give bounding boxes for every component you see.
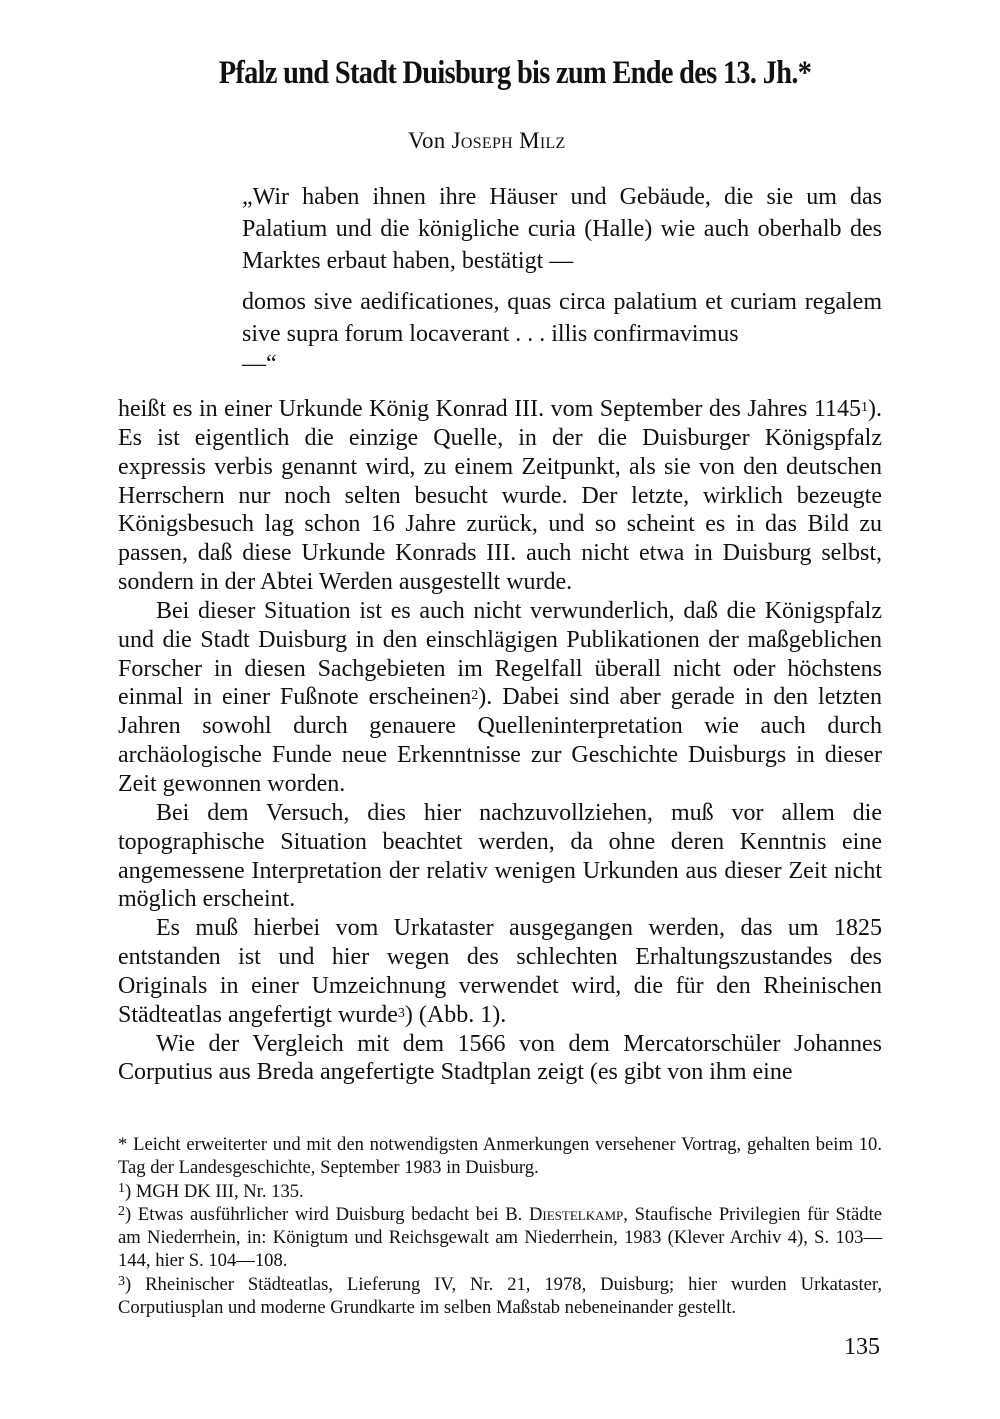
- body-paragraph-1: [118, 395, 882, 597]
- body-paragraph-5: Wie der Vergleich mit dem 1566 von dem Mercatorschüler Johannes Corputius aus Breda angefertigte Stadtplan zeigt (es gibt von ihm eine: [118, 1030, 882, 1086]
- body-text-run: ). Es ist eigentlich die einzige Quelle, in der die Duisburger Königspfalz expressis verbis genannt wird, zu einem Zeitpunkt, als sie von den deutschen Herrschern nur noch selten besucht wurde. Der letzte, wirklich bezeugte Königsbesuch lag schon 16 Jahre zurück, und so scheint es in das Bild zu passen, daß diese Urkunde Konrads III. auch nicht etwa in Duisburg selbst, sondern in der Abtei Werden ausgestellt wurde.: [118, 396, 882, 596]
- body-text-run: Es muß hierbei vom Urkataster ausgegangen werden, das um 1825 entstanden ist und hier wegen des schlechten Erhaltungszustandes des Originals in einer Umzeichnung verwendet wird, die für den Rheinischen Städteatlas angefertigt wurde: [118, 915, 882, 1028]
- body-paragraph-3: Bei dem Versuch, dies hier nachzuvollziehen, muß vor allem die topographische Situation beachtet werden, da ohne deren Kenntnis eine angemessene Interpretation der relativ wenigen Urkunden aus dieser Zeit nicht möglich erscheint.: [118, 799, 882, 913]
- footnote-ref-2: 2: [471, 688, 479, 704]
- body-text-run: Bei dieser Situation ist es auch nicht verwunderlich, daß die Königspfalz und die Stadt Duisburg in den einschlägigen Publikationen der maßgeblichen Forscher in diesen Sachgebieten im Regelfall überall nicht oder höchstens einmal in einer Fußnote erscheinen: [118, 597, 882, 711]
- body-text-run: ). Dabei sind aber gerade in den letzten Jahren sowohl durch genauere Quelleninterpretation wie auch durch archäologische Funde neue Erkenntnisse zur Geschichte Duisburgs in dieser Zeit gewonnen worden.: [118, 684, 882, 797]
- article-title: Pfalz und Stadt Duisburg bis zum Ende des 13. Jh.*: [218, 55, 812, 91]
- footnote-3-mark: 3: [118, 1273, 125, 1289]
- quote-latin: domos sive aedificationes, quas circa palatium et curiam regalem sive supra forum locaverant . . . illis confirmavimus: [242, 289, 882, 347]
- author-line: [408, 128, 566, 154]
- footnote-3-text: ) Rheinischer Städteatlas, Lieferung IV, Nr. 21, 1978, Duisburg; hier wurden Urkataster, Corputiusplan und moderne Grundkarte im selben Maßstab nebeneinander gestellt.: [118, 1273, 882, 1319]
- body-text-run: heißt es in einer Urkunde König Konrad III. vom September des Jahres 1145: [118, 396, 861, 422]
- quote-german: „Wir haben ihnen ihre Häuser und Gebäude, die sie um das Palatium und die königliche curia (Halle) wie auch oberhalb des Marktes erbaut haben, bestätigt —: [242, 184, 882, 274]
- quote-latin-block: [242, 286, 882, 380]
- body-paragraph-4: [118, 914, 882, 1029]
- footnotes: [118, 1133, 882, 1319]
- footnote-2: [118, 1203, 882, 1273]
- quote-latin-end: —“: [242, 351, 277, 377]
- footnote-2-author: Diestelkamp: [528, 1203, 624, 1225]
- footnote-2-mark: 2: [118, 1203, 125, 1219]
- footnote-2-text: ) Etwas ausführlicher wird Duisburg bedacht bei B.: [125, 1203, 529, 1225]
- body-paragraph-2: [118, 597, 882, 799]
- body-text: [118, 395, 882, 1087]
- footnote-ref-1: 1: [861, 400, 868, 415]
- footnote-ref-3: 3: [397, 1005, 405, 1021]
- footnote-1-text: ) MGH DK III, Nr. 135.: [125, 1180, 304, 1202]
- footnote-1-mark: 1: [118, 1180, 125, 1196]
- footnote-1: [118, 1180, 882, 1203]
- author-prefix: Von: [408, 128, 446, 153]
- author-name: Joseph Milz: [451, 128, 566, 153]
- footnote-2-text-rest: , Staufische Privilegien für Städte am Niederrhein, in: Königtum und Reichsgewalt am Niederrhein, 1983 (Klever Archiv 4), S. 103—144, hier S. 104—108.: [118, 1203, 882, 1272]
- footnote-star: * Leicht erweiterter und mit den notwendigsten Anmerkungen versehener Vortrag, gehalten beim 10. Tag der Landesgeschichte, September 1983 in Duisburg.: [118, 1134, 882, 1179]
- body-text-run: ) (Abb. 1).: [404, 1001, 507, 1028]
- page-number: 135: [844, 1334, 880, 1360]
- footnote-3: [118, 1273, 882, 1320]
